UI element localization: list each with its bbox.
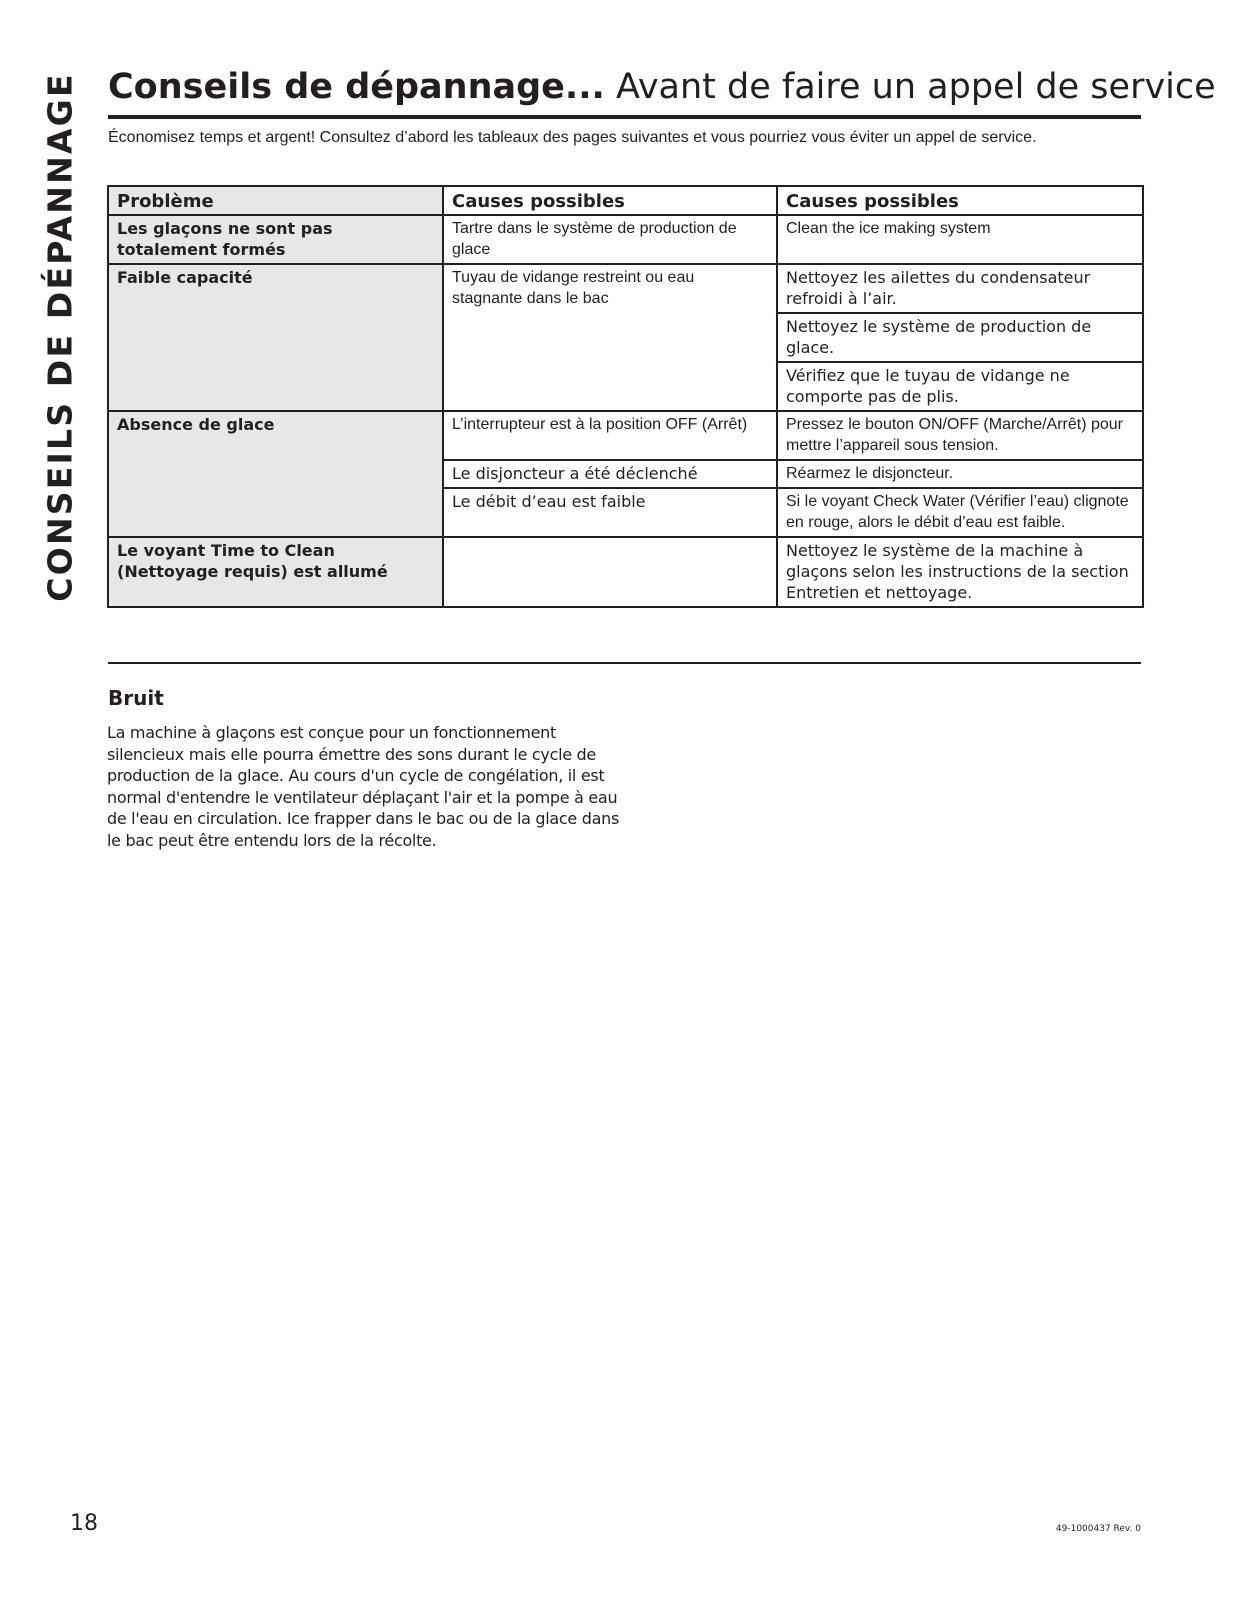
solution-cell: Pressez le bouton ON/OFF (Marche/Arrêt) pour mettre l’appareil sous tension.: [777, 411, 1143, 460]
header-solutions: Causes possibles: [777, 186, 1143, 215]
document-code: 49-1000437 Rev. 0: [1055, 1524, 1141, 1534]
table-row: [108, 537, 1143, 607]
problem-cell: Le voyant Time to Clean (Nettoyage requis) est allumé: [108, 537, 443, 607]
problem-cell: Absence de glace: [108, 411, 443, 537]
solution-cell: Nettoyez le système de la machine à glaçons selon les instructions de la section Entretien et nettoyage.: [777, 537, 1143, 607]
solution-cell: Nettoyez le système de production de glace.: [777, 313, 1143, 362]
page-title-bold: Conseils de dépannage...: [108, 67, 605, 107]
table-bottom-rule: [108, 662, 1141, 664]
noise-body: La machine à glaçons est conçue pour un fonctionnement silencieux mais elle pourra émettre des sons durant le cycle de production de la glace. Au cours d'un cycle de congélation, il est normal d'entendre le ventilateur déplaçant l'air et la pompe à eau de l'eau en circulation. Ice frapper dans le bac ou de la glace dans le bac peut être entendu lors de la récolte.: [107, 723, 619, 850]
table-row: [108, 264, 1143, 313]
cause-cell: Le disjoncteur a été déclenché: [443, 460, 777, 488]
intro-text: Économisez temps et argent! Consultez d’abord les tableaux des pages suivantes et vous pourriez vous éviter un appel de service.: [108, 129, 1037, 146]
solution-cell: Si le voyant Check Water (Vérifier l’eau) clignote en rouge, alors le débit d’eau est faible.: [777, 488, 1143, 537]
solution-cell: Nettoyez les ailettes du condensateur refroidi à l’air.: [777, 264, 1143, 313]
page-number: 18: [70, 1511, 98, 1536]
header-problem: Problème: [108, 186, 443, 215]
side-tab-label: CONSEILS DE DÉPANNAGE: [40, 72, 80, 602]
solution-cell: Réarmez le disjoncteur.: [777, 460, 1143, 488]
cause-cell: Tuyau de vidange restreint ou eau stagnante dans le bac: [443, 264, 777, 411]
problem-cell: Les glaçons ne sont pas totalement formés: [108, 215, 443, 264]
header-causes: Causes possibles: [443, 186, 777, 215]
solution-cell: Clean the ice making system: [777, 215, 1143, 264]
noise-heading: Bruit: [108, 686, 164, 710]
table-row: [108, 411, 1143, 460]
page-title-light: Avant de faire un appel de service: [604, 67, 1216, 107]
side-tab: [30, 62, 90, 612]
table-row: [108, 215, 1143, 264]
troubleshooting-table: [107, 185, 1144, 608]
title-rule: [108, 115, 1141, 119]
problem-cell: Faible capacité: [108, 264, 443, 411]
cause-cell: Le débit d’eau est faible: [443, 488, 777, 537]
solution-cell: Vérifiez que le tuyau de vidange ne comporte pas de plis.: [777, 362, 1143, 411]
cause-cell: Tartre dans le système de production de glace: [443, 215, 777, 264]
cause-cell: L’interrupteur est à la position OFF (Arrêt): [443, 411, 777, 460]
cause-cell: [443, 537, 777, 607]
page-title: [108, 64, 1216, 110]
table-header-row: [108, 186, 1143, 215]
